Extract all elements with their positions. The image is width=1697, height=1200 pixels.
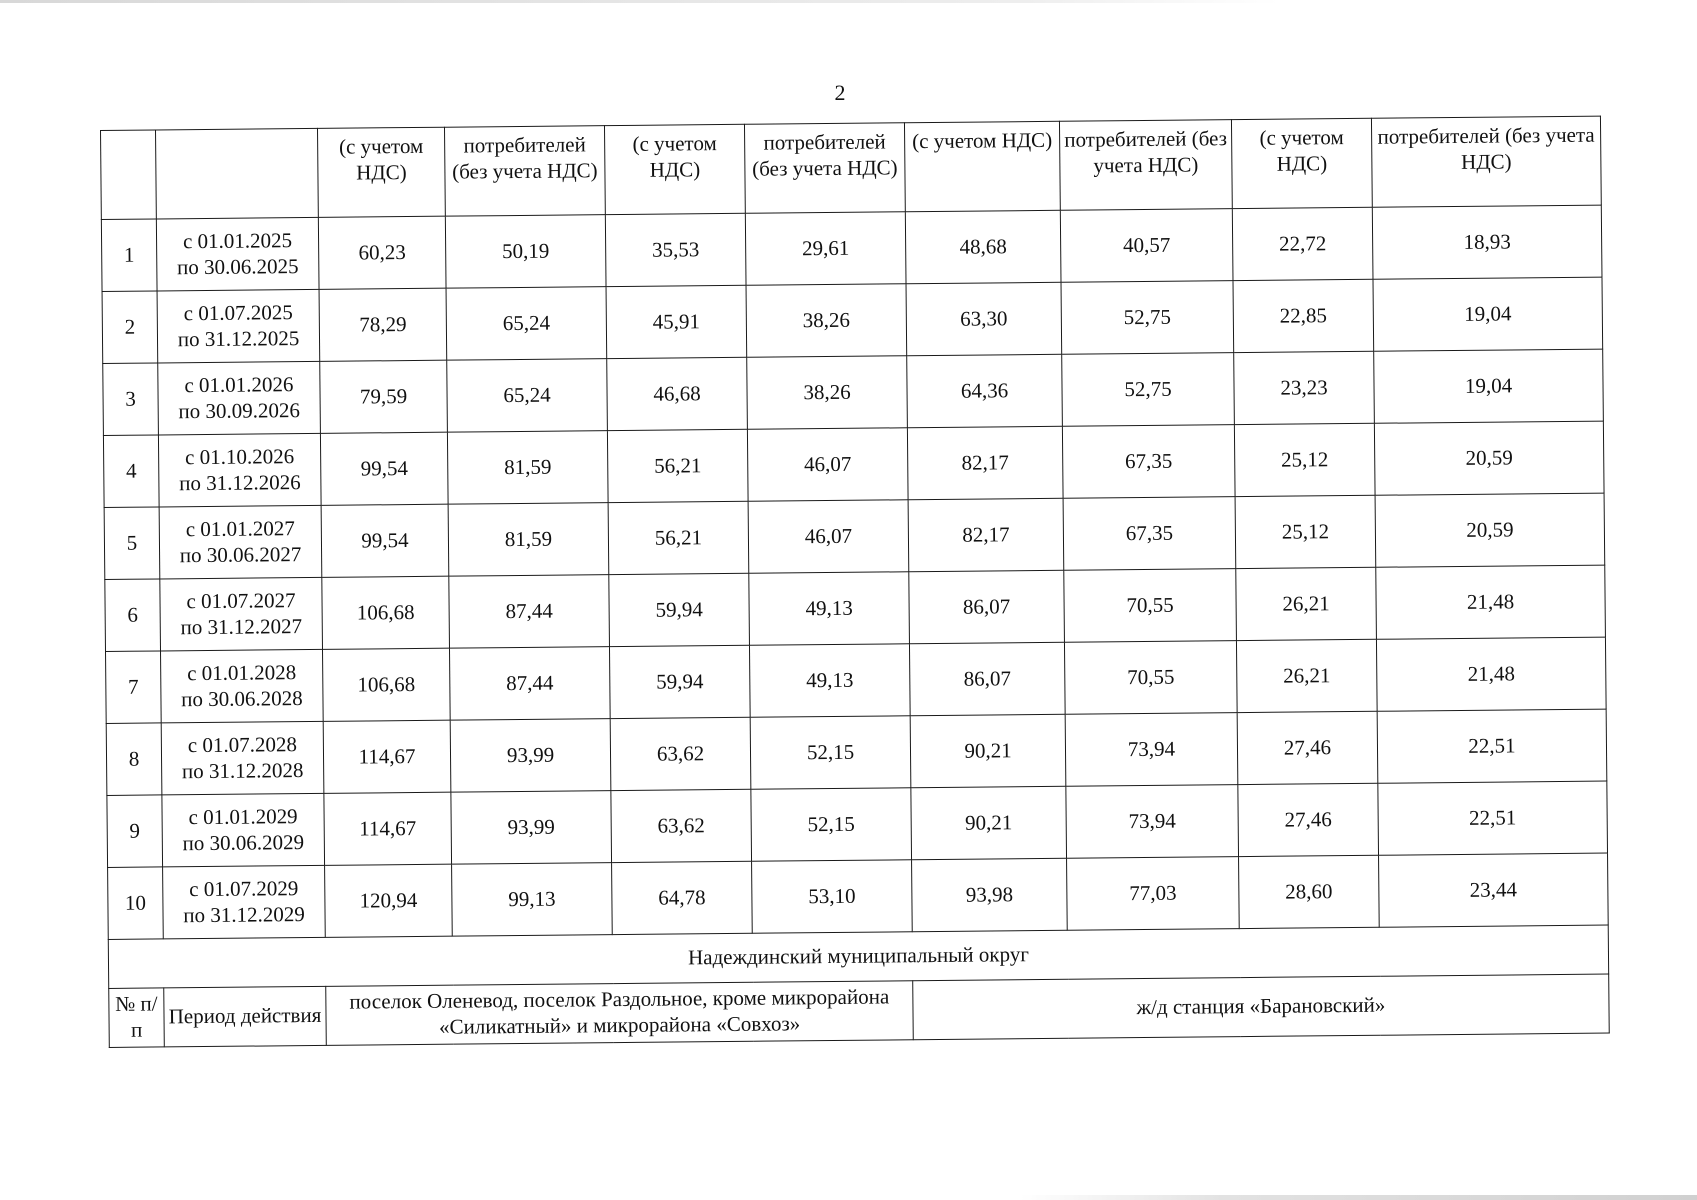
tariff-value: 46,68 xyxy=(607,357,748,430)
tariff-value: 18,93 xyxy=(1372,205,1602,279)
row-number: 6 xyxy=(105,579,161,652)
tariff-value: 99,13 xyxy=(452,863,613,937)
tariff-value: 28,60 xyxy=(1239,855,1380,928)
tariff-value: 52,75 xyxy=(1061,281,1234,355)
table-body xyxy=(101,116,1609,939)
tariff-value: 82,17 xyxy=(908,498,1064,571)
tariff-value: 86,07 xyxy=(909,570,1065,643)
row-number: 2 xyxy=(102,291,158,364)
period-cell xyxy=(163,865,326,939)
tariff-value: 22,72 xyxy=(1232,207,1373,280)
tariff-value: 77,03 xyxy=(1067,857,1240,931)
scan-edge-top xyxy=(0,0,1280,3)
tariff-value: 20,59 xyxy=(1375,493,1605,567)
tariff-value: 93,98 xyxy=(912,858,1068,931)
header-cell: потребителей (без учета НДС) xyxy=(1059,120,1232,211)
tariff-value: 67,35 xyxy=(1062,425,1235,499)
tariff-value: 87,44 xyxy=(449,647,610,721)
tariff-value: 63,30 xyxy=(906,282,1062,355)
tariff-value: 56,21 xyxy=(607,429,748,502)
period-from: с 01.07.2028 xyxy=(187,732,298,758)
tariff-value: 21,48 xyxy=(1376,565,1606,639)
period-cell xyxy=(161,649,324,723)
tariff-value: 23,44 xyxy=(1379,853,1609,927)
tariff-value: 73,94 xyxy=(1065,713,1238,787)
scan-edge-bottom xyxy=(1020,1195,1697,1200)
tariff-value: 21,48 xyxy=(1376,637,1606,711)
row-number: 8 xyxy=(106,723,162,796)
region-title: Надеждинский муниципальный округ xyxy=(108,925,1608,988)
tariff-value: 82,17 xyxy=(907,426,1063,499)
header-cell: потребителей (без учета НДС) xyxy=(444,126,605,217)
tariff-value: 56,21 xyxy=(608,501,749,574)
tariff-value: 78,29 xyxy=(319,288,447,361)
period-to: по 30.06.2029 xyxy=(182,829,305,855)
tariff-value: 106,68 xyxy=(322,576,450,649)
period-to: по 31.12.2027 xyxy=(180,613,303,639)
period-from: с 01.01.2025 xyxy=(182,228,293,254)
row-number: 3 xyxy=(103,363,159,436)
tariff-value: 27,46 xyxy=(1238,783,1379,856)
tariff-value: 106,68 xyxy=(322,648,450,721)
region-section xyxy=(108,925,1609,1047)
header-cell: потребителей (без учета НДС) xyxy=(744,123,905,214)
tariff-value: 63,62 xyxy=(611,789,752,862)
tariff-value: 70,55 xyxy=(1064,641,1237,715)
tariff-value: 25,12 xyxy=(1235,495,1376,568)
tariff-value: 52,75 xyxy=(1062,353,1235,427)
tariff-value: 40,57 xyxy=(1060,209,1233,283)
period-to: по 30.06.2025 xyxy=(176,253,299,279)
tariff-value: 35,53 xyxy=(605,213,746,286)
tariff-value: 79,59 xyxy=(320,360,448,433)
tariff-value: 50,19 xyxy=(445,215,606,289)
tariff-value: 52,15 xyxy=(751,788,912,862)
tariff-value: 38,26 xyxy=(747,356,908,430)
tariff-value: 90,21 xyxy=(911,786,1067,859)
period-cell xyxy=(156,217,319,291)
tariff-value: 45,91 xyxy=(606,285,747,358)
document-sheet xyxy=(100,116,1610,1048)
period-to: по 30.06.2028 xyxy=(181,685,303,711)
tariff-value: 46,07 xyxy=(748,500,909,574)
period-from: с 01.10.2026 xyxy=(184,444,295,470)
tariff-value: 52,15 xyxy=(750,716,911,790)
tariff-value: 87,44 xyxy=(449,575,610,649)
tariff-value: 70,55 xyxy=(1064,569,1237,643)
tariff-value: 27,46 xyxy=(1237,711,1378,784)
header-cell: (с учетом НДС) xyxy=(317,127,445,217)
tariff-value: 22,51 xyxy=(1378,781,1608,855)
header-cell: (с учетом НДС) xyxy=(1231,118,1372,208)
tariff-value: 59,94 xyxy=(609,645,750,718)
tariff-value: 73,94 xyxy=(1066,785,1239,859)
num-header: № п/п xyxy=(109,988,165,1048)
row-number: 10 xyxy=(108,867,164,940)
tariff-value: 20,59 xyxy=(1374,421,1604,495)
period-cell xyxy=(157,289,320,363)
header-cell-num xyxy=(101,130,157,220)
area-header-1: поселок Оленевод, поселок Раздольное, кроме микрорайона «Силикатный» и микрорайона «Совхоз» xyxy=(326,981,914,1046)
period-to: по 31.12.2025 xyxy=(177,325,300,351)
tariff-value: 19,04 xyxy=(1373,277,1603,351)
period-from: с 01.07.2025 xyxy=(183,300,293,326)
period-cell xyxy=(159,505,322,579)
tariff-value: 26,21 xyxy=(1236,639,1377,712)
tariff-value: 65,24 xyxy=(447,359,608,433)
tariff-value: 26,21 xyxy=(1236,567,1377,640)
period-from: с 01.01.2028 xyxy=(187,660,297,686)
tariff-value: 59,94 xyxy=(609,573,750,646)
tariff-value: 49,13 xyxy=(749,644,910,718)
tariff-value: 53,10 xyxy=(752,860,913,934)
tariff-value: 120,94 xyxy=(325,864,453,937)
row-number: 9 xyxy=(107,795,163,868)
period-cell xyxy=(160,577,323,651)
tariff-value: 23,23 xyxy=(1234,351,1375,424)
tariff-value: 46,07 xyxy=(747,428,908,502)
tariff-value: 22,51 xyxy=(1377,709,1607,783)
tariff-value: 29,61 xyxy=(745,212,906,286)
period-cell xyxy=(158,433,321,507)
tariff-value: 19,04 xyxy=(1374,349,1604,423)
period-from: с 01.01.2027 xyxy=(185,516,295,542)
row-number: 5 xyxy=(104,507,160,580)
tariff-value: 114,67 xyxy=(323,720,451,793)
period-from: с 01.01.2026 xyxy=(184,372,294,398)
header-cell: потребителей (без учета НДС) xyxy=(1371,116,1601,207)
period-to: по 31.12.2028 xyxy=(181,757,304,783)
tariff-value: 99,54 xyxy=(321,504,449,577)
tariff-value: 22,85 xyxy=(1233,279,1374,352)
tariff-value: 25,12 xyxy=(1234,423,1375,496)
tariff-value: 114,67 xyxy=(324,792,452,865)
tariff-value: 60,23 xyxy=(318,216,446,289)
tariff-value: 86,07 xyxy=(909,642,1065,715)
tariff-value: 90,21 xyxy=(910,714,1066,787)
tariff-value: 93,99 xyxy=(451,791,612,865)
period-to: по 30.09.2026 xyxy=(178,397,301,423)
header-cell-period xyxy=(156,128,319,219)
row-number: 4 xyxy=(103,435,159,508)
period-from: с 01.07.2029 xyxy=(189,876,299,902)
period-cell xyxy=(161,721,324,795)
tariff-value: 67,35 xyxy=(1063,497,1236,571)
tariff-value: 81,59 xyxy=(448,503,609,577)
period-from: с 01.07.2027 xyxy=(186,588,296,614)
period-to: по 31.12.2029 xyxy=(183,901,305,927)
period-to: по 30.06.2027 xyxy=(179,541,302,567)
period-to: по 31.12.2026 xyxy=(179,469,301,495)
tariff-value: 48,68 xyxy=(905,210,1061,283)
period-cell xyxy=(162,793,325,867)
header-cell: (с учетом НДС) xyxy=(904,121,1060,211)
row-number: 7 xyxy=(106,651,162,724)
period-cell xyxy=(158,361,321,435)
tariff-value: 64,36 xyxy=(907,354,1063,427)
tariff-value: 49,13 xyxy=(749,572,910,646)
tariff-value: 64,78 xyxy=(612,861,753,934)
tariff-value: 99,54 xyxy=(320,432,448,505)
tariff-value: 63,62 xyxy=(610,717,751,790)
header-cell: (с учетом НДС) xyxy=(604,124,745,214)
tariff-value: 81,59 xyxy=(447,431,608,505)
tariff-value: 65,24 xyxy=(446,287,607,361)
area-header-2: ж/д станция «Барановский» xyxy=(913,974,1610,1040)
period-header: Период действия xyxy=(164,986,327,1047)
tariff-table xyxy=(100,116,1610,1048)
page-number: 2 xyxy=(834,80,846,105)
period-from: с 01.01.2029 xyxy=(188,804,298,830)
row-number: 1 xyxy=(101,219,157,292)
tariff-value: 38,26 xyxy=(746,284,907,358)
header-row xyxy=(101,116,1602,219)
tariff-value: 93,99 xyxy=(450,719,611,793)
